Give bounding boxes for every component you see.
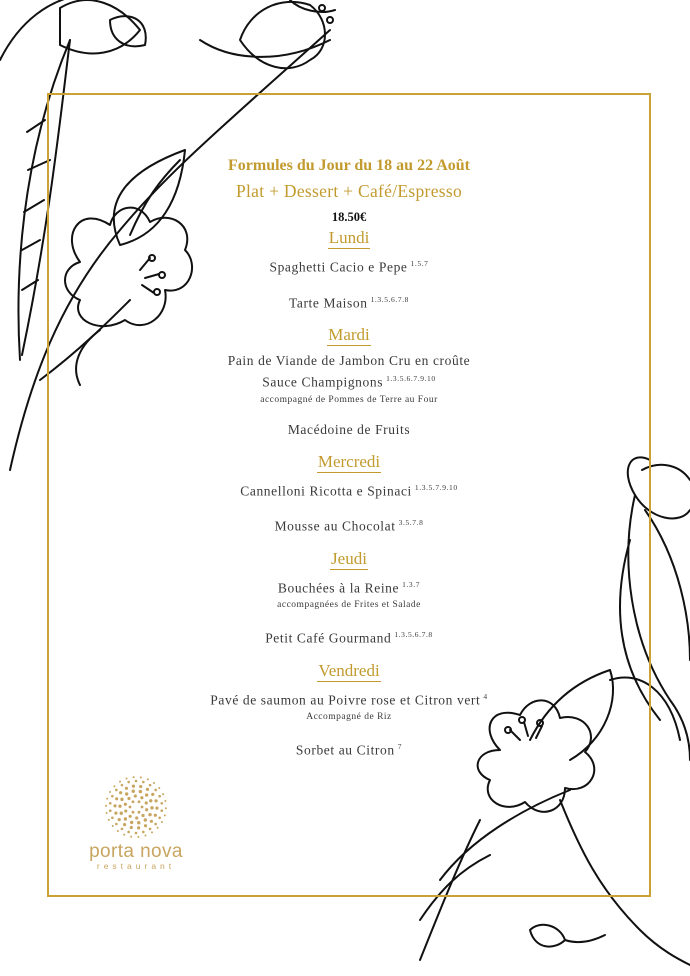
allergen-codes: 4 [483, 691, 488, 701]
day-section-lundi [47, 228, 651, 249]
allergen-codes: 3.5.7.8 [398, 518, 424, 527]
dish-main-lundi [47, 255, 651, 277]
menu-subtitle: Plat + Dessert + Café/Espresso [235, 181, 463, 201]
dish-dessert-jeudi [47, 626, 651, 648]
menu-content [47, 93, 651, 760]
dish-name: Petit Café Gourmand [265, 630, 392, 646]
dish-name: Pavé de saumon au Poivre rose et Citron vert [210, 692, 481, 707]
day-section-mardi [47, 325, 651, 346]
day-section-mercredi [47, 452, 651, 473]
day-heading-mercredi: Mercredi [317, 451, 381, 471]
dish-side-vendredi: Accompagné de Riz [306, 712, 392, 722]
dish-name: Bouchées à la Reine [277, 580, 400, 595]
logo-mandala-icon [104, 775, 168, 839]
dish-main-jeudi [47, 576, 651, 598]
restaurant-logo [82, 775, 190, 871]
day-section-jeudi [47, 549, 651, 570]
dish-dessert-mardi: Macédoine de Fruits [287, 421, 411, 437]
dish-name: Mousse au Chocolat [274, 518, 396, 534]
allergen-codes: 1.3.5.6.7.9.10 [386, 374, 436, 383]
logo-tagline: restaurant [96, 861, 176, 871]
allergen-codes: 1.5.7 [410, 259, 429, 268]
logo-name: porta nova [89, 841, 183, 862]
dish-dessert-mercredi [47, 514, 651, 536]
dish-dessert-vendredi [47, 738, 651, 760]
day-heading-jeudi: Jeudi [331, 548, 367, 568]
dish-main-mardi-line1: Pain de Viande de Jambon Cru en croûte [227, 353, 471, 368]
allergen-codes: 1.3.5.6.7.8 [370, 294, 410, 304]
dish-name: Cannelloni Ricotta e Spinaci [240, 483, 412, 498]
allergen-codes: 7 [397, 742, 403, 751]
dish-main-mardi-line2 [47, 370, 651, 392]
allergen-codes: 1.3.7 [402, 579, 421, 589]
dish-side-jeudi: accompagnées de Frites et Salade [277, 600, 421, 610]
dish-side-mardi: accompagné de Pommes de Terre au Four [260, 394, 438, 405]
day-heading-lundi: Lundi [328, 228, 370, 247]
allergen-codes: 1.3.5.7.9.10 [414, 482, 458, 492]
dish-name: Spaghetti Cacio e Pepe [269, 259, 408, 275]
menu-price: 18.50€ [331, 210, 367, 224]
dish-dessert-lundi [47, 291, 651, 313]
day-heading-vendredi: Vendredi [318, 660, 380, 680]
dish-main-vendredi [47, 688, 651, 710]
dish-main-mercredi [47, 479, 651, 501]
allergen-codes: 1.3.5.6.7.8 [394, 630, 433, 639]
dish-name: Sauce Champignons [262, 374, 384, 390]
day-heading-mardi: Mardi [328, 325, 370, 344]
dish-name: Sorbet au Citron [295, 742, 395, 758]
day-section-vendredi [47, 661, 651, 682]
dish-name: Tarte Maison [288, 295, 368, 310]
menu-title: Formules du Jour du 18 au 22 Août [228, 157, 470, 174]
